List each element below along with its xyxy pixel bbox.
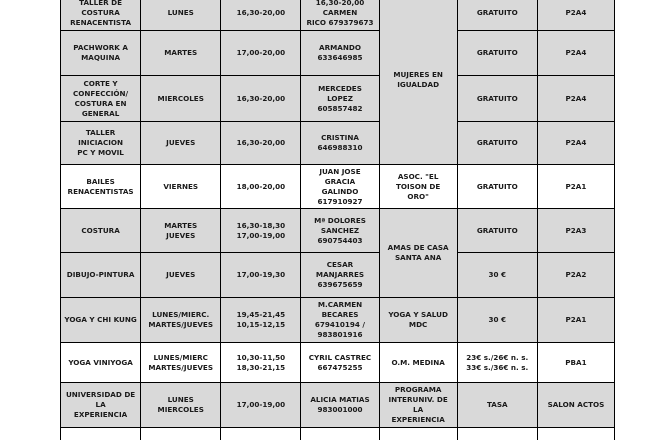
teacher-cell: CYRIL CASTREC 667475255 bbox=[301, 343, 379, 383]
organizer-cell: MUJERES EN IGUALDAD bbox=[379, 0, 457, 165]
days-cell: MARTES JUEVES bbox=[141, 209, 221, 253]
organizer-cell: YOGA Y SALUD MDC bbox=[379, 298, 457, 343]
hours-cell: 17,00-19,30 bbox=[221, 253, 301, 298]
days-cell: JUEVES bbox=[141, 253, 221, 298]
hours-cell: 19,45-21,45 10,15-12,15 bbox=[221, 298, 301, 343]
hours-cell: 17,00-20,00 bbox=[221, 31, 301, 76]
teacher-cell: ARMANDO 633646985 bbox=[301, 31, 379, 76]
price-cell: 30 € bbox=[457, 253, 537, 298]
activity-cell: PACHWORK A MAQUINA bbox=[61, 31, 141, 76]
activity-cell: COSTURA bbox=[61, 209, 141, 253]
table-row bbox=[61, 253, 615, 298]
price-cell: TASA bbox=[457, 383, 537, 428]
hours-cell: 16,30-20,00 bbox=[221, 122, 301, 165]
activity-cell: YOGA VINIYOGA bbox=[61, 343, 141, 383]
price-cell: GRATUITO bbox=[457, 0, 537, 31]
table-row bbox=[61, 209, 615, 253]
activity-cell: UNIVERSIDAD DE LA EXPERIENCIA bbox=[61, 383, 141, 428]
days-cell: VIERNES bbox=[141, 165, 221, 209]
table-row bbox=[61, 31, 615, 76]
activity-cell: DIBUJO-PINTURA bbox=[61, 253, 141, 298]
activity-cell: TALLER INICIACION PC Y MOVIL bbox=[61, 122, 141, 165]
price-cell: GRATUITO bbox=[457, 76, 537, 122]
teacher-cell: ALICIA MATIAS 983001000 bbox=[301, 383, 379, 428]
activity-cell: YOGA Y CHI KUNG bbox=[61, 298, 141, 343]
days-cell: JUEVES bbox=[141, 122, 221, 165]
room-cell: P2A2 bbox=[537, 253, 614, 298]
room-cell: P2A4 bbox=[537, 0, 614, 31]
activities-table bbox=[60, 0, 615, 440]
organizer-cell: ASOC. "EL TOISON DE ORO" bbox=[379, 165, 457, 209]
room-cell: SALON ACTOS bbox=[537, 383, 614, 428]
organizer-cell: AMAS DE CASA SANTA ANA bbox=[379, 209, 457, 298]
days-cell: MARTES bbox=[141, 31, 221, 76]
room-cell: P2A1 bbox=[537, 298, 614, 343]
table-row bbox=[61, 428, 615, 440]
price-cell: GRATUITO bbox=[457, 31, 537, 76]
days-cell: MIERCOLES bbox=[141, 76, 221, 122]
activity-cell: BAILES RENACENTISTAS bbox=[61, 165, 141, 209]
table-row bbox=[61, 0, 615, 31]
activity-cell: TALLER DE COSTURA RENACENTISTA bbox=[61, 0, 141, 31]
teacher-cell: CRISTINA 646988310 bbox=[301, 122, 379, 165]
hours-cell: 10,30-11,50 18,30-21,15 bbox=[221, 343, 301, 383]
teacher-cell: Mª DOLORES SANCHEZ 690754403 bbox=[301, 209, 379, 253]
table-row bbox=[61, 76, 615, 122]
days-cell: LUNES/MIERC. MARTES/JUEVES bbox=[141, 298, 221, 343]
hours-cell: 18,00-20,00 bbox=[221, 165, 301, 209]
room-cell: P2A1 bbox=[537, 165, 614, 209]
price-cell: 30 € bbox=[457, 298, 537, 343]
room-cell: P2A4 bbox=[537, 31, 614, 76]
price-cell: GRATUITO bbox=[457, 209, 537, 253]
hours-cell: 16,30-20,00 bbox=[221, 76, 301, 122]
activity-cell: CORTE Y CONFECCIÓN/ COSTURA EN GENERAL bbox=[61, 76, 141, 122]
table-row bbox=[61, 343, 615, 383]
room-cell: P2A4 bbox=[537, 76, 614, 122]
table-row bbox=[61, 383, 615, 428]
table-row bbox=[61, 122, 615, 165]
price-cell: GRATUITO bbox=[457, 165, 537, 209]
room-cell: P2A4 bbox=[537, 122, 614, 165]
room-cell: P2A3 bbox=[537, 209, 614, 253]
days-cell: LUNES/MIERC MARTES/JUEVES bbox=[141, 343, 221, 383]
price-cell: 23€ s./26€ n. s. 33€ s./36€ n. s. bbox=[457, 343, 537, 383]
hours-cell: 16,30-20,00 bbox=[221, 0, 301, 31]
organizer-cell: PROGRAMA INTERUNIV. DE LA EXPERIENCIA bbox=[379, 383, 457, 428]
organizer-cell: O.M. MEDINA bbox=[379, 343, 457, 383]
days-cell: LUNES bbox=[141, 0, 221, 31]
table-row bbox=[61, 298, 615, 343]
teacher-cell: JUAN JOSE GRACIA GALINDO 617910927 bbox=[301, 165, 379, 209]
days-cell: LUNES MIERCOLES bbox=[141, 383, 221, 428]
teacher-cell: M.CARMEN BECARES 679410194 / 983801916 bbox=[301, 298, 379, 343]
table-row bbox=[61, 165, 615, 209]
room-cell: PBA1 bbox=[537, 343, 614, 383]
teacher-cell: MERCEDES LOPEZ 605857482 bbox=[301, 76, 379, 122]
hours-cell: 17,00-19,00 bbox=[221, 383, 301, 428]
teacher-cell: 16,30-20,00 CARMEN RICO 679379673 bbox=[301, 0, 379, 31]
price-cell: GRATUITO bbox=[457, 122, 537, 165]
teacher-cell: CESAR MANJARRES 639675659 bbox=[301, 253, 379, 298]
hours-cell: 16,30-18,30 17,00-19,00 bbox=[221, 209, 301, 253]
